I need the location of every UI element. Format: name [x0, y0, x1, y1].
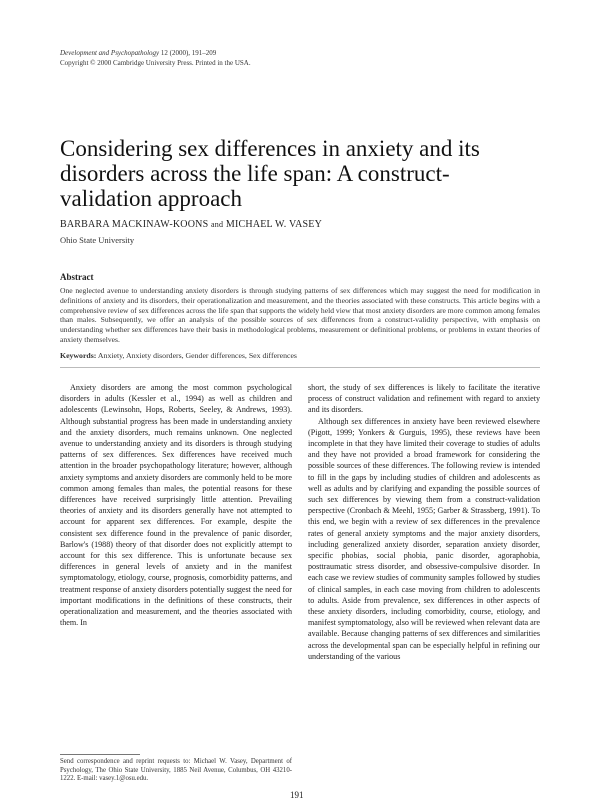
- body-paragraph: short, the study of sex differences is likely to facilitate the iterative process of construct validation and refinement with regard to anxiety and its disorders.: [308, 383, 540, 415]
- author-line: [60, 219, 520, 230]
- copyright-line: Copyright © 2000 Cambridge University Press. Printed in the USA.: [60, 58, 251, 67]
- author-first: BARBARA MACKINAW-KOONS: [60, 219, 209, 230]
- correspondence-footnote: Send correspondence and reprint requests to: Michael W. Vasey, Department of Psychology, The Ohio State University, 1885 Neil Avenue, Columbus, OH 43210-1222. E-mail: vasey.1@osu.edu.: [60, 758, 292, 783]
- keywords-text: Anxiety, Anxiety disorders, Gender differences, Sex differences: [97, 351, 297, 360]
- abstract-heading: Abstract: [60, 272, 94, 282]
- footnote-divider: [60, 754, 140, 755]
- body-column-left: [60, 382, 292, 752]
- author-second: MICHAEL W. VASEY: [225, 219, 322, 230]
- journal-name: Development and Psychopathology: [60, 49, 160, 57]
- body-column-right: [308, 382, 540, 807]
- body-paragraph: Although sex differences in anxiety have been reviewed elsewhere (Pigott, 1999; Yonkers & Gurguis, 1995), these reviews have been incomplete in that they have limited their coverage to studies of adults and they have not provided a broad framework for considering the possible sources of these differences. The following review is intended to fill in the gaps by including studies of children and adolescents as well as adults and by clarifying and expanding the possible sources of such sex differences by viewing them from a construct-validation perspective (Cronbach & Meehl, 1955; Garber & Strassberg, 1991). To this end, we begin with a review of sex differences in the prevalence rates of general anxiety symptoms and the major anxiety disorders, including generalized anxiety disorder, separation anxiety disorder, specific phobias, social phobia, panic disorder, agoraphobia, posttraumatic stress disorder, and obsessive-compulsive disorder. In each case we review studies of community samples followed by studies of clinical samples, in each case moving from children to adolescents to adults. Aside from prevalence, sex differences in other aspects of these anxiety disorders, including comorbidity, course, etiology, and manifest symptomatology, also will be reviewed when relevant data are available. Because changing patterns of sex differences and similarities across the developmental span can be especially helpful in refining our understanding of the various: [308, 416, 540, 661]
- page-number: 191: [290, 790, 304, 800]
- journal-citation-line: [60, 49, 480, 59]
- author-conjunction: and: [211, 220, 224, 229]
- keywords-label: Keywords:: [60, 351, 97, 360]
- keywords: [60, 351, 540, 360]
- affiliation: Ohio State University: [60, 235, 135, 245]
- journal-header: [60, 49, 480, 68]
- section-divider: [60, 367, 540, 368]
- body-paragraph: Anxiety disorders are among the most common psychological disorders in adults (Kessler et al., 1994) as well as children and adolescents (Lewinsohn, Hops, Roberts, Seeley, & Andrews, 1993). Although substantial progress has been made in understanding anxiety and the anxiety disorders, much remains unknown. One neglected avenue to understanding anxiety and its disorders is through studying patterns of sex differences. Sex differences have received much attention in the broader psychopathology literature; however, although anxiety symptoms and anxiety disorders are commonly held to be more common among females than males, the potential reasons for these differences have received surprisingly little attention. Prevailing theories of anxiety and its disorders generally have not attempted to account for apparent sex differences. For example, despite the consistent sex difference found in the prevalence of panic disorder, Barlow's (1988) theory of that disorder does not explicitly attempt to account for this sex difference. This is unfortunate because sex differences in general levels of anxiety and in the manifest symptomatology, etiology, course, prognosis, comorbidity patterns, and treatment response of anxiety disorders potentially suggest the need for important modifications in the definitions of these constructs, their operationalization and measurement, and the theories associated with them. In: [60, 383, 292, 628]
- journal-volume: 12 (2000), 191–209: [160, 49, 217, 57]
- paper-title: Considering sex differences in anxiety and its disorders across the life span: A construct-validation approach: [60, 136, 480, 212]
- abstract-text: One neglected avenue to understanding anxiety disorders is through studying patterns of sex differences which may suggest the need for modification in definitions of anxiety and its disorders, their operationalization and measurement, and the theories associated with these constructs. This article begins with a comprehensive review of sex differences across the life span that supports the widely held view that most anxiety disorders are more common among females than males. Subsequently, we offer an analysis of the possible sources of sex differences from a construct-validity perspective, with emphasis on understanding whether sex differences have their basis in methodological problems, measurement or definitional problems, or problems in extant theories of anxiety themselves.: [60, 286, 540, 344]
